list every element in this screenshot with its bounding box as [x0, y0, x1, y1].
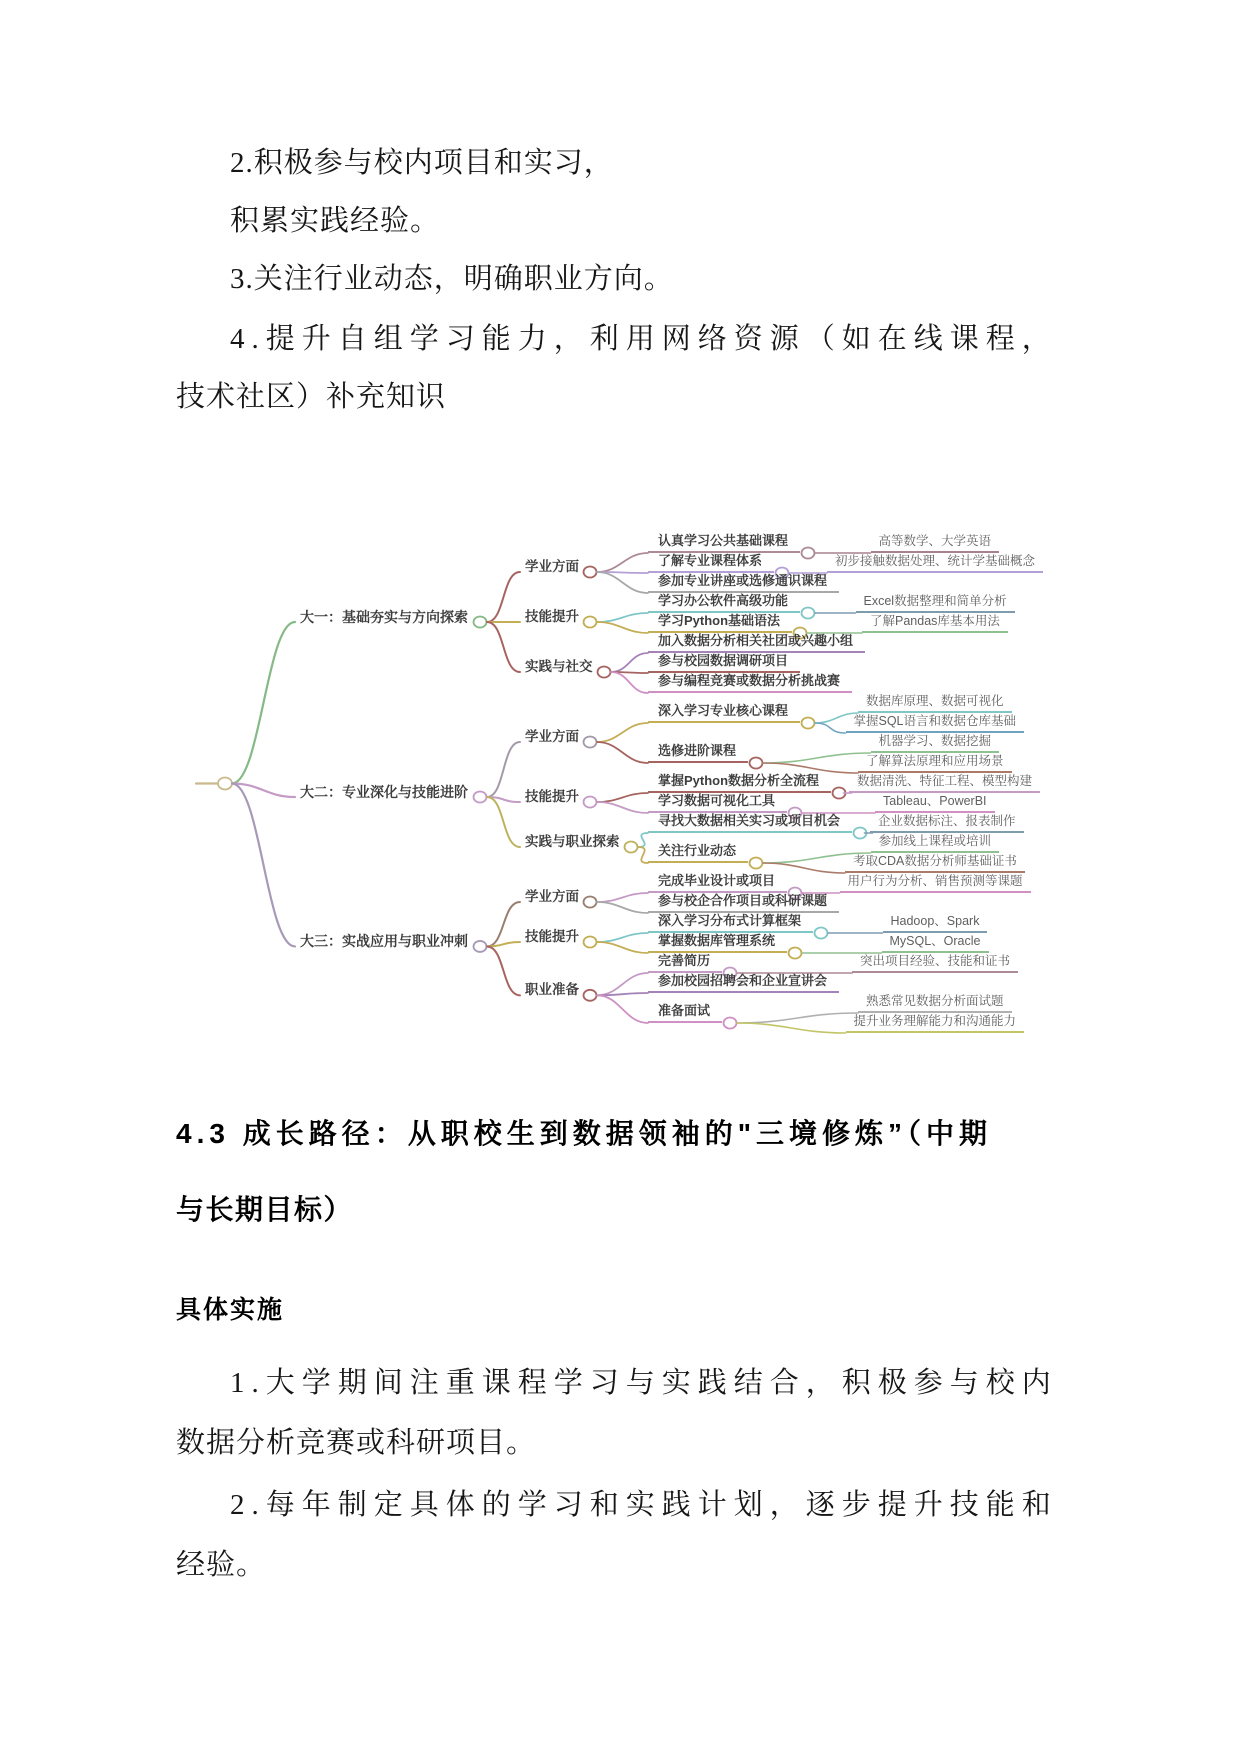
mindmap-detail-label: Tableau、PowerBI	[875, 793, 995, 813]
mindmap-item-label: 深入学习分布式计算框架	[648, 913, 813, 933]
paragraph-line: 积累实践经验。	[230, 205, 441, 237]
mindmap-detail-label: 企业数据标注、报表制作	[870, 813, 1024, 833]
mindmap-aspect-label: 技能提升	[525, 929, 579, 944]
mindmap-detail-label: Hadoop、Spark	[883, 913, 988, 933]
mindmap-aspect-label: 技能提升	[525, 609, 579, 624]
mindmap-detail-label: 了解Pandas库基本用法	[862, 613, 1008, 633]
mindmap-node-circle	[598, 667, 611, 678]
mindmap-year-label: 大二：专业深化与技能进阶	[300, 784, 468, 800]
mindmap-node-circle	[802, 608, 815, 619]
mindmap-aspect-label: 实践与职业探索	[525, 834, 620, 849]
mindmap-detail-label: 熟悉常见数据分析面试题	[858, 993, 1012, 1013]
mindmap-aspect-label: 学业方面	[525, 559, 579, 574]
mindmap-detail-label: Excel数据整理和简单分析	[856, 593, 1015, 613]
paragraph-line: 数据分析竞赛或科研项目。	[176, 1427, 537, 1459]
mindmap-detail-label: 考取CDA数据分析师基础证书	[845, 853, 1025, 873]
mindmap-detail-label: 参加线上课程或培训	[871, 833, 1000, 853]
mindmap-node-circle	[750, 758, 763, 769]
mindmap-item-label: 寻找大数据相关实习或项目机会	[648, 813, 852, 833]
mindmap-item-label: 学习办公软件高级功能	[648, 593, 800, 613]
mindmap-item-label: 参与校企合作项目或科研课题	[648, 893, 839, 913]
mindmap-node-circle	[584, 737, 597, 748]
mindmap-node-circle	[750, 858, 763, 869]
paragraph-line: 2.积极参与校内项目和实习，	[230, 147, 614, 179]
paragraph-line: 1.大学期间注重课程学习与实践结合，积极参与校内	[230, 1367, 1058, 1399]
mindmap-node-circle	[584, 990, 597, 1001]
mindmap-item-label: 掌握数据库管理系统	[648, 933, 787, 953]
mindmap-aspect-label: 职业准备	[525, 982, 579, 998]
mindmap-detail-label: 用户行为分析、销售预测等课题	[840, 873, 1031, 893]
section-heading: 4.3 成长路径：从职校生到数据领袖的"三境修炼”（中期	[176, 1118, 992, 1149]
mindmap-item-label: 加入数据分析相关社团或兴趣小组	[648, 633, 865, 653]
subsection-heading: 具体实施	[176, 1296, 285, 1324]
mindmap-node-circle	[584, 797, 597, 808]
mindmap-node-circle	[789, 948, 802, 959]
mindmap-year-label: 大三：实战应用与职业冲刺	[300, 933, 468, 950]
mindmap-year-label: 大一：基础夯实与方向探索	[300, 609, 468, 625]
mindmap-item-label: 学习Python基础语法	[648, 613, 792, 633]
section-heading-line2: 与长期目标）	[176, 1194, 354, 1225]
mindmap-aspect-label: 实践与社交	[525, 659, 593, 674]
paragraph-line: 经验。	[176, 1549, 267, 1581]
mindmap-detail-label: 机器学习、数据挖掘	[871, 733, 1000, 753]
mindmap-item-label: 认真学习公共基础课程	[648, 533, 800, 553]
mindmap-node-circle	[218, 777, 232, 789]
mindmap-detail-label: MySQL、Oracle	[882, 933, 989, 953]
mindmap-item-label: 掌握Python数据分析全流程	[648, 773, 831, 793]
mindmap-aspect-label: 学业方面	[525, 729, 579, 744]
mindmap-node-circle	[474, 792, 487, 803]
mindmap-aspect-label: 学业方面	[525, 889, 579, 904]
mindmap-detail-label: 初步接触数据处理、统计学基础概念	[827, 553, 1043, 573]
mindmap-node-circle	[724, 1018, 737, 1029]
mindmap-node-circle	[584, 937, 597, 948]
mindmap-node-circle	[625, 842, 638, 853]
paragraph-line: 技术社区）补充知识	[176, 381, 447, 413]
mindmap-detail-label: 数据清洗、特征工程、模型构建	[849, 773, 1040, 793]
mindmap-node-circle	[815, 928, 828, 939]
mindmap-item-label: 完善简历	[648, 953, 722, 973]
mindmap-item-label: 学习数据可视化工具	[648, 793, 787, 813]
paragraph-line: 2.每年制定具体的学习和实践计划，逐步提升技能和	[230, 1489, 1058, 1521]
mindmap-item-label: 参与编程竞赛或数据分析挑战赛	[648, 673, 852, 693]
mindmap-detail-label: 了解算法原理和应用场景	[858, 753, 1012, 773]
mindmap-node-circle	[584, 617, 597, 628]
mindmap-detail-label: 高等数学、大学英语	[871, 533, 1000, 553]
mindmap-node-circle	[474, 617, 487, 628]
mindmap-item-label: 准备面试	[648, 1003, 722, 1023]
mindmap-item-label: 了解专业课程体系	[648, 553, 774, 573]
mindmap-aspect-label: 技能提升	[525, 789, 579, 804]
mindmap-item-label: 选修进阶课程	[648, 743, 748, 763]
mindmap-item-label: 深入学习专业核心课程	[648, 703, 800, 723]
mindmap-node-circle	[802, 718, 815, 729]
mindmap-item-label: 参加专业讲座或选修通识课程	[648, 573, 839, 593]
mindmap-node-circle	[584, 897, 597, 908]
mindmap-detail-label: 掌握SQL语言和数据仓库基础	[846, 713, 1025, 733]
mindmap-item-label: 参加校园招聘会和企业宣讲会	[648, 973, 839, 993]
mindmap-detail-label: 数据库原理、数据可视化	[858, 693, 1012, 713]
paragraph-line: 3.关注行业动态，明确职业方向。	[230, 263, 674, 295]
mindmap-item-label: 关注行业动态	[648, 843, 748, 863]
mindmap-item-label: 参与校园数据调研项目	[648, 653, 800, 673]
mindmap-detail-label: 突出项目经验、技能和证书	[852, 953, 1018, 973]
mindmap-node-circle	[584, 567, 597, 578]
mindmap-node-circle	[474, 941, 487, 952]
mindmap-node-circle	[802, 548, 815, 559]
mindmap-detail-label: 提升业务理解能力和沟通能力	[846, 1013, 1025, 1033]
paragraph-line: 4.提升自组学习能力，利用网络资源（如在线课程，	[230, 323, 1058, 355]
mindmap-item-label: 完成毕业设计或项目	[648, 873, 787, 893]
